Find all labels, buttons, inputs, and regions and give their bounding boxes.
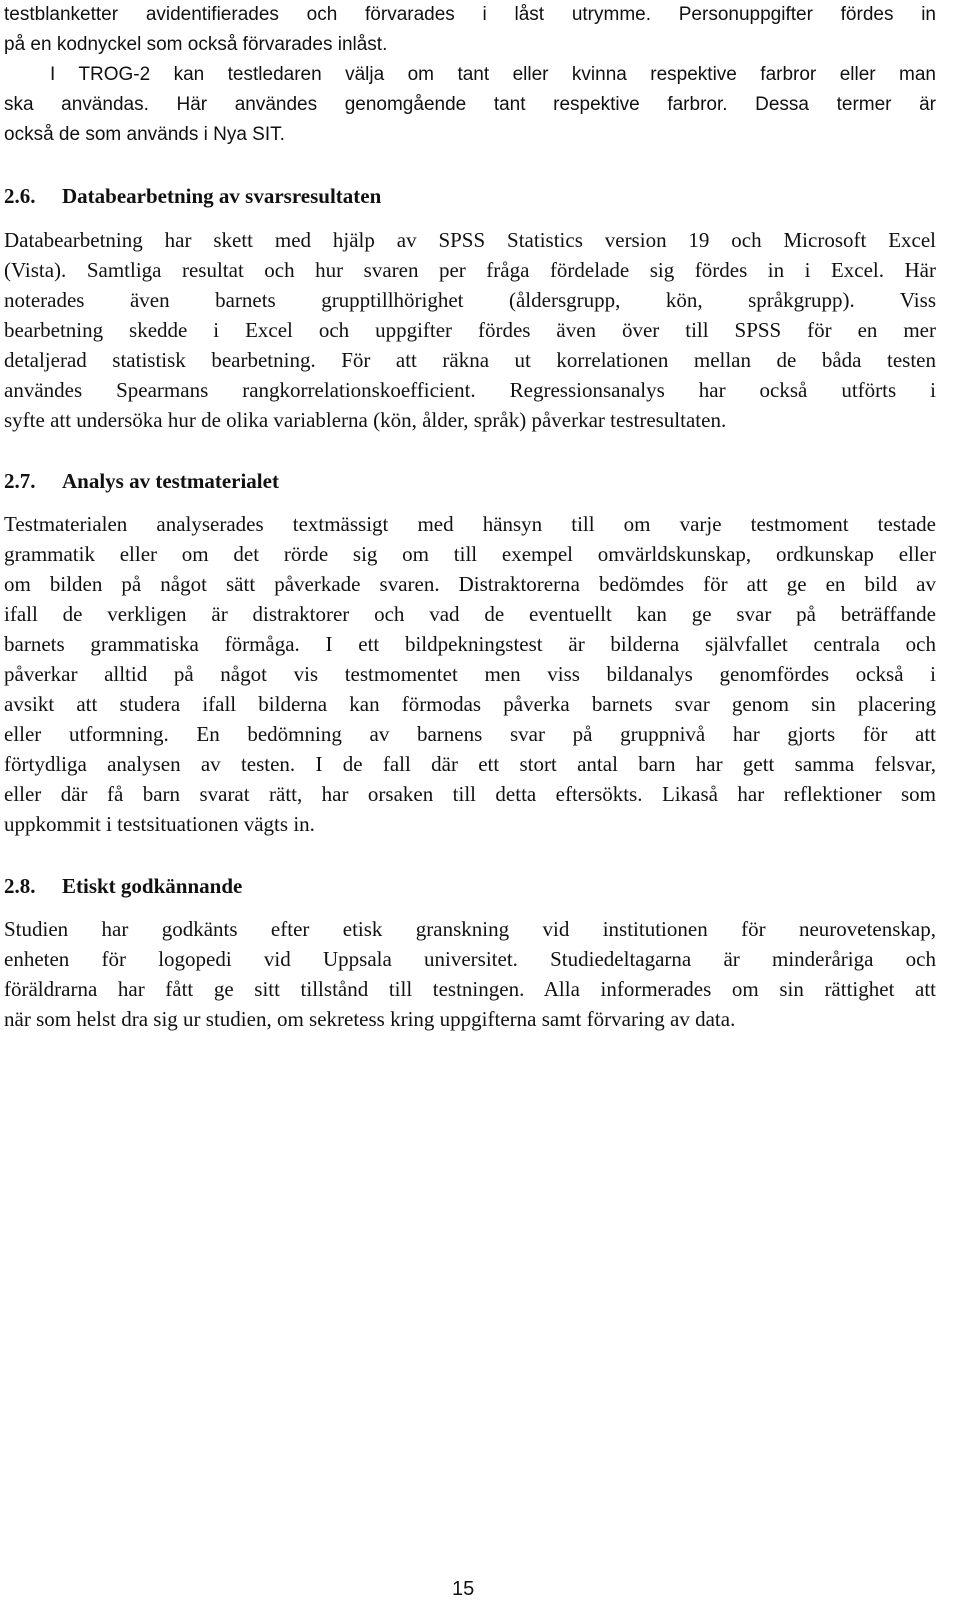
paragraph-line: förtydliga analysen av testen. I de fall där ett stort antal barn har gett samma felsvar, bbox=[4, 752, 936, 776]
paragraph-line: eller utformning. En bedömning av barnens svar på gruppnivå har gjorts för att bbox=[4, 722, 936, 746]
page-number: 15 bbox=[452, 1578, 475, 1600]
paragraph-line: ifall de verkligen är distraktorer och vad de eventuellt kan ge svar på beträffande bbox=[4, 602, 936, 626]
intro-line: också de som används i Nya SIT. bbox=[4, 124, 285, 145]
intro-line: på en kodnyckel som också förvarades inlåst. bbox=[4, 34, 388, 55]
intro-line: ska användas. Här användes genomgående tant respektive farbror. Dessa termer är bbox=[4, 94, 936, 115]
paragraph-line: syfte att undersöka hur de olika variablerna (kön, ålder, språk) påverkar testresultaten. bbox=[4, 408, 727, 432]
intro-line: testblanketter avidentifierades och förvarades i låst utrymme. Personuppgifter fördes in bbox=[4, 4, 936, 25]
paragraph-line: när som helst dra sig ur studien, om sekretess kring uppgifterna samt förvaring av data. bbox=[4, 1007, 736, 1031]
paragraph-line: detaljerad statistisk bearbetning. För att räkna ut korrelationen mellan de båda testen bbox=[4, 348, 936, 372]
paragraph-line: Testmaterialen analyserades textmässigt med hänsyn till om varje testmoment testade bbox=[4, 512, 936, 536]
paragraph-line: (Vista). Samtliga resultat och hur svaren per fråga fördelade sig fördes in i Excel. Här bbox=[4, 258, 936, 282]
paragraph-line: avsikt att studera ifall bilderna kan förmodas påverka barnets svar genom sin placering bbox=[4, 692, 936, 716]
section-title: Etiskt godkännande bbox=[62, 874, 243, 898]
section-number: 2.8. bbox=[4, 874, 36, 898]
paragraph-line: noterades även barnets grupptillhörighet (åldersgrupp, kön, språkgrupp). Viss bbox=[4, 288, 936, 312]
paragraph-line: om bilden på något sätt påverkade svaren. Distraktorerna bedömdes för att ge en bild av bbox=[4, 572, 936, 596]
section-number: 2.6. bbox=[4, 184, 36, 208]
section-number: 2.7. bbox=[4, 469, 36, 493]
paragraph-line: Studien har godkänts efter etisk granskning vid institutionen för neurovetenskap, bbox=[4, 917, 936, 941]
paragraph-line: föräldrarna har fått ge sitt tillstånd till testningen. Alla informerades om sin rättighet att bbox=[4, 977, 936, 1001]
section-heading bbox=[4, 181, 381, 211]
paragraph-line: bearbetning skedde i Excel och uppgifter fördes även över till SPSS för en mer bbox=[4, 318, 936, 342]
section-heading bbox=[4, 466, 279, 496]
section-title: Analys av testmaterialet bbox=[62, 469, 279, 493]
paragraph-line: uppkommit i testsituationen vägts in. bbox=[4, 812, 315, 836]
paragraph-line: eller där få barn svarat rätt, har orsaken till detta eftersökts. Likaså har reflektioner som bbox=[4, 782, 936, 806]
section-title: Databearbetning av svarsresultaten bbox=[62, 184, 382, 208]
paragraph-line: påverkar alltid på något vis testmomentet men viss bildanalys genomfördes också i bbox=[4, 662, 936, 686]
paragraph-line: grammatik eller om det rörde sig om till exempel omvärldskunskap, ordkunskap eller bbox=[4, 542, 936, 566]
paragraph-line: användes Spearmans rangkorrelationskoefficient. Regressionsanalys har också utförts i bbox=[4, 378, 936, 402]
intro-line: I TROG-2 kan testledaren välja om tant eller kvinna respektive farbror eller man bbox=[50, 64, 936, 85]
paragraph-line: enheten för logopedi vid Uppsala universitet. Studiedeltagarna är minderåriga och bbox=[4, 947, 936, 971]
paragraph-line: Databearbetning har skett med hjälp av SPSS Statistics version 19 och Microsoft Excel bbox=[4, 228, 936, 252]
section-heading bbox=[4, 871, 242, 901]
paragraph-line: barnets grammatiska förmåga. I ett bildpekningstest är bilderna självfallet centrala och bbox=[4, 632, 936, 656]
